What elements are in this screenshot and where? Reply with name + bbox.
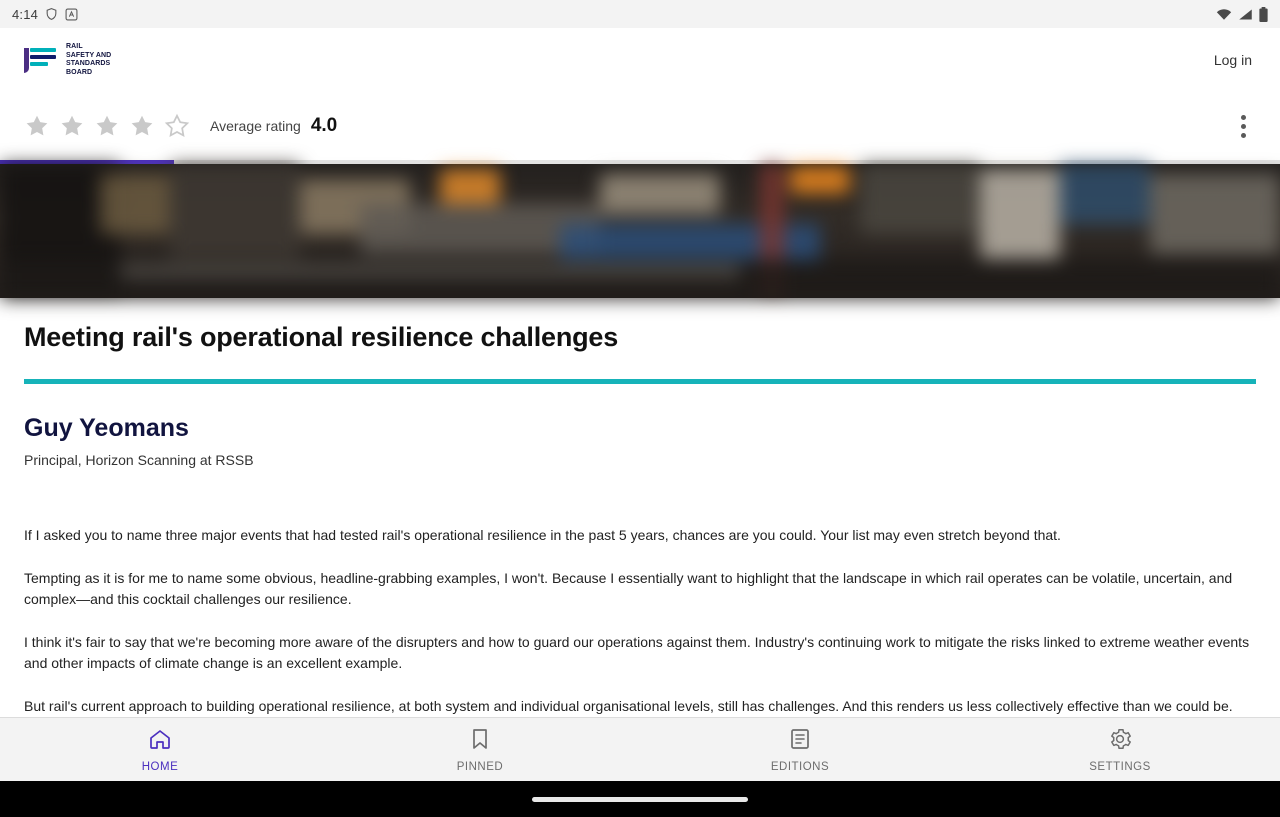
hero-shape-3 [170, 164, 300, 264]
author-role: Principal, Horizon Scanning at RSSB [24, 452, 254, 468]
page-title: Meeting rail's operational resilience challenges [24, 322, 619, 352]
app-badge-icon [65, 8, 78, 21]
logo-bar-2 [30, 55, 56, 59]
bottom-navigation [0, 717, 1280, 781]
hero-shape-8 [600, 174, 720, 214]
status-bar-clock: 4:14 [12, 6, 39, 22]
status-bar [0, 0, 1280, 28]
article-paragraph: I think it's fair to say that we're becoming more aware of the disrupters and how to guard our operations against them. Industry's continuing work to mitigate the risks linked to extreme weather events and other impacts of climate change is an excellent example. [24, 633, 1250, 671]
title-accent-rule [24, 379, 1256, 384]
hero-shape-5 [440, 169, 500, 204]
nav-item-pinned[interactable] [320, 718, 640, 781]
article-paragraph: Tempting as it is for me to name some obvious, headline-grabbing examples, I won't. Because I essentially want to highlight that the landscape in which rail operates can be volatile, uncertain, and complex—and this cocktail challenges our resilience. [24, 569, 1233, 607]
star-icon-4[interactable] [129, 113, 155, 139]
nav-item-editions[interactable] [640, 718, 960, 781]
nav-item-editions-label: EDITIONS [770, 760, 830, 773]
list-document-icon [788, 727, 812, 756]
kebab-dot-3 [1241, 133, 1246, 138]
gear-icon [1108, 727, 1132, 756]
hero-shape-13 [1060, 164, 1150, 224]
rssb-logo-mark [24, 45, 58, 75]
kebab-dot-1 [1241, 115, 1246, 120]
hero-shape-14 [1150, 174, 1280, 254]
shield-icon [45, 7, 58, 21]
star-icon-1[interactable] [24, 113, 50, 139]
wifi-icon [1216, 8, 1232, 21]
article-paragraph: But rail's current approach to building operational resilience, at both system and individual organisational levels, still has challenges. And this renders us less collectively effective than we could be. [24, 697, 1233, 714]
status-bar-left [12, 7, 78, 22]
article-paragraph: If I asked you to name three major events that had tested rail's operational resilience in the past 5 years, chances are you could. Your list may even stretch beyond that. [24, 527, 1061, 543]
gesture-pill[interactable] [532, 797, 748, 802]
logo-line-1: RAIL [66, 43, 83, 50]
login-button[interactable]: Log in [1213, 52, 1252, 68]
logo-line-2: SAFETY AND [66, 51, 112, 59]
nav-item-settings[interactable] [960, 718, 1280, 781]
rating-bar [0, 92, 1280, 160]
nav-item-settings-label: SETTINGS [1089, 760, 1151, 773]
star-icon-3[interactable] [94, 113, 120, 139]
nav-item-home[interactable] [0, 718, 320, 781]
nav-item-pinned-label: PINNED [456, 760, 504, 773]
home-icon [148, 727, 172, 756]
article-hero-image [0, 164, 1280, 298]
logo-bar-3 [30, 62, 48, 66]
hero-shape-2 [100, 174, 170, 234]
article-content [0, 298, 1280, 717]
battery-icon [1259, 7, 1268, 22]
kebab-dot-2 [1241, 124, 1246, 129]
star-icon-2[interactable] [59, 113, 85, 139]
nav-item-home-label: HOME [141, 760, 179, 773]
rssb-logo-text [66, 43, 111, 77]
status-bar-right [1216, 7, 1268, 22]
bookmark-icon [468, 727, 492, 756]
logo-line-4: BOARD [66, 68, 93, 76]
more-vertical-icon[interactable] [1230, 111, 1256, 141]
star-icon-5[interactable] [164, 113, 190, 139]
rssb-logo [24, 43, 111, 77]
rating-value: 4.0 [310, 115, 338, 136]
system-gesture-bar [0, 781, 1280, 817]
hero-shape-16 [120, 264, 740, 278]
logo-j-shape [24, 48, 29, 73]
logo-bar-1 [30, 48, 56, 52]
app-bar [0, 28, 1280, 92]
hero-shape-11 [860, 164, 980, 234]
hero-shape-10 [790, 166, 850, 194]
star-rating[interactable] [24, 113, 190, 139]
logo-line-3: STANDARDS [66, 60, 111, 67]
rating-label: Average rating [210, 118, 301, 134]
signal-icon [1238, 8, 1253, 21]
hero-blur-layer [0, 164, 1280, 298]
author-name: Guy Yeomans [24, 414, 189, 442]
hero-shape-12 [980, 169, 1060, 259]
